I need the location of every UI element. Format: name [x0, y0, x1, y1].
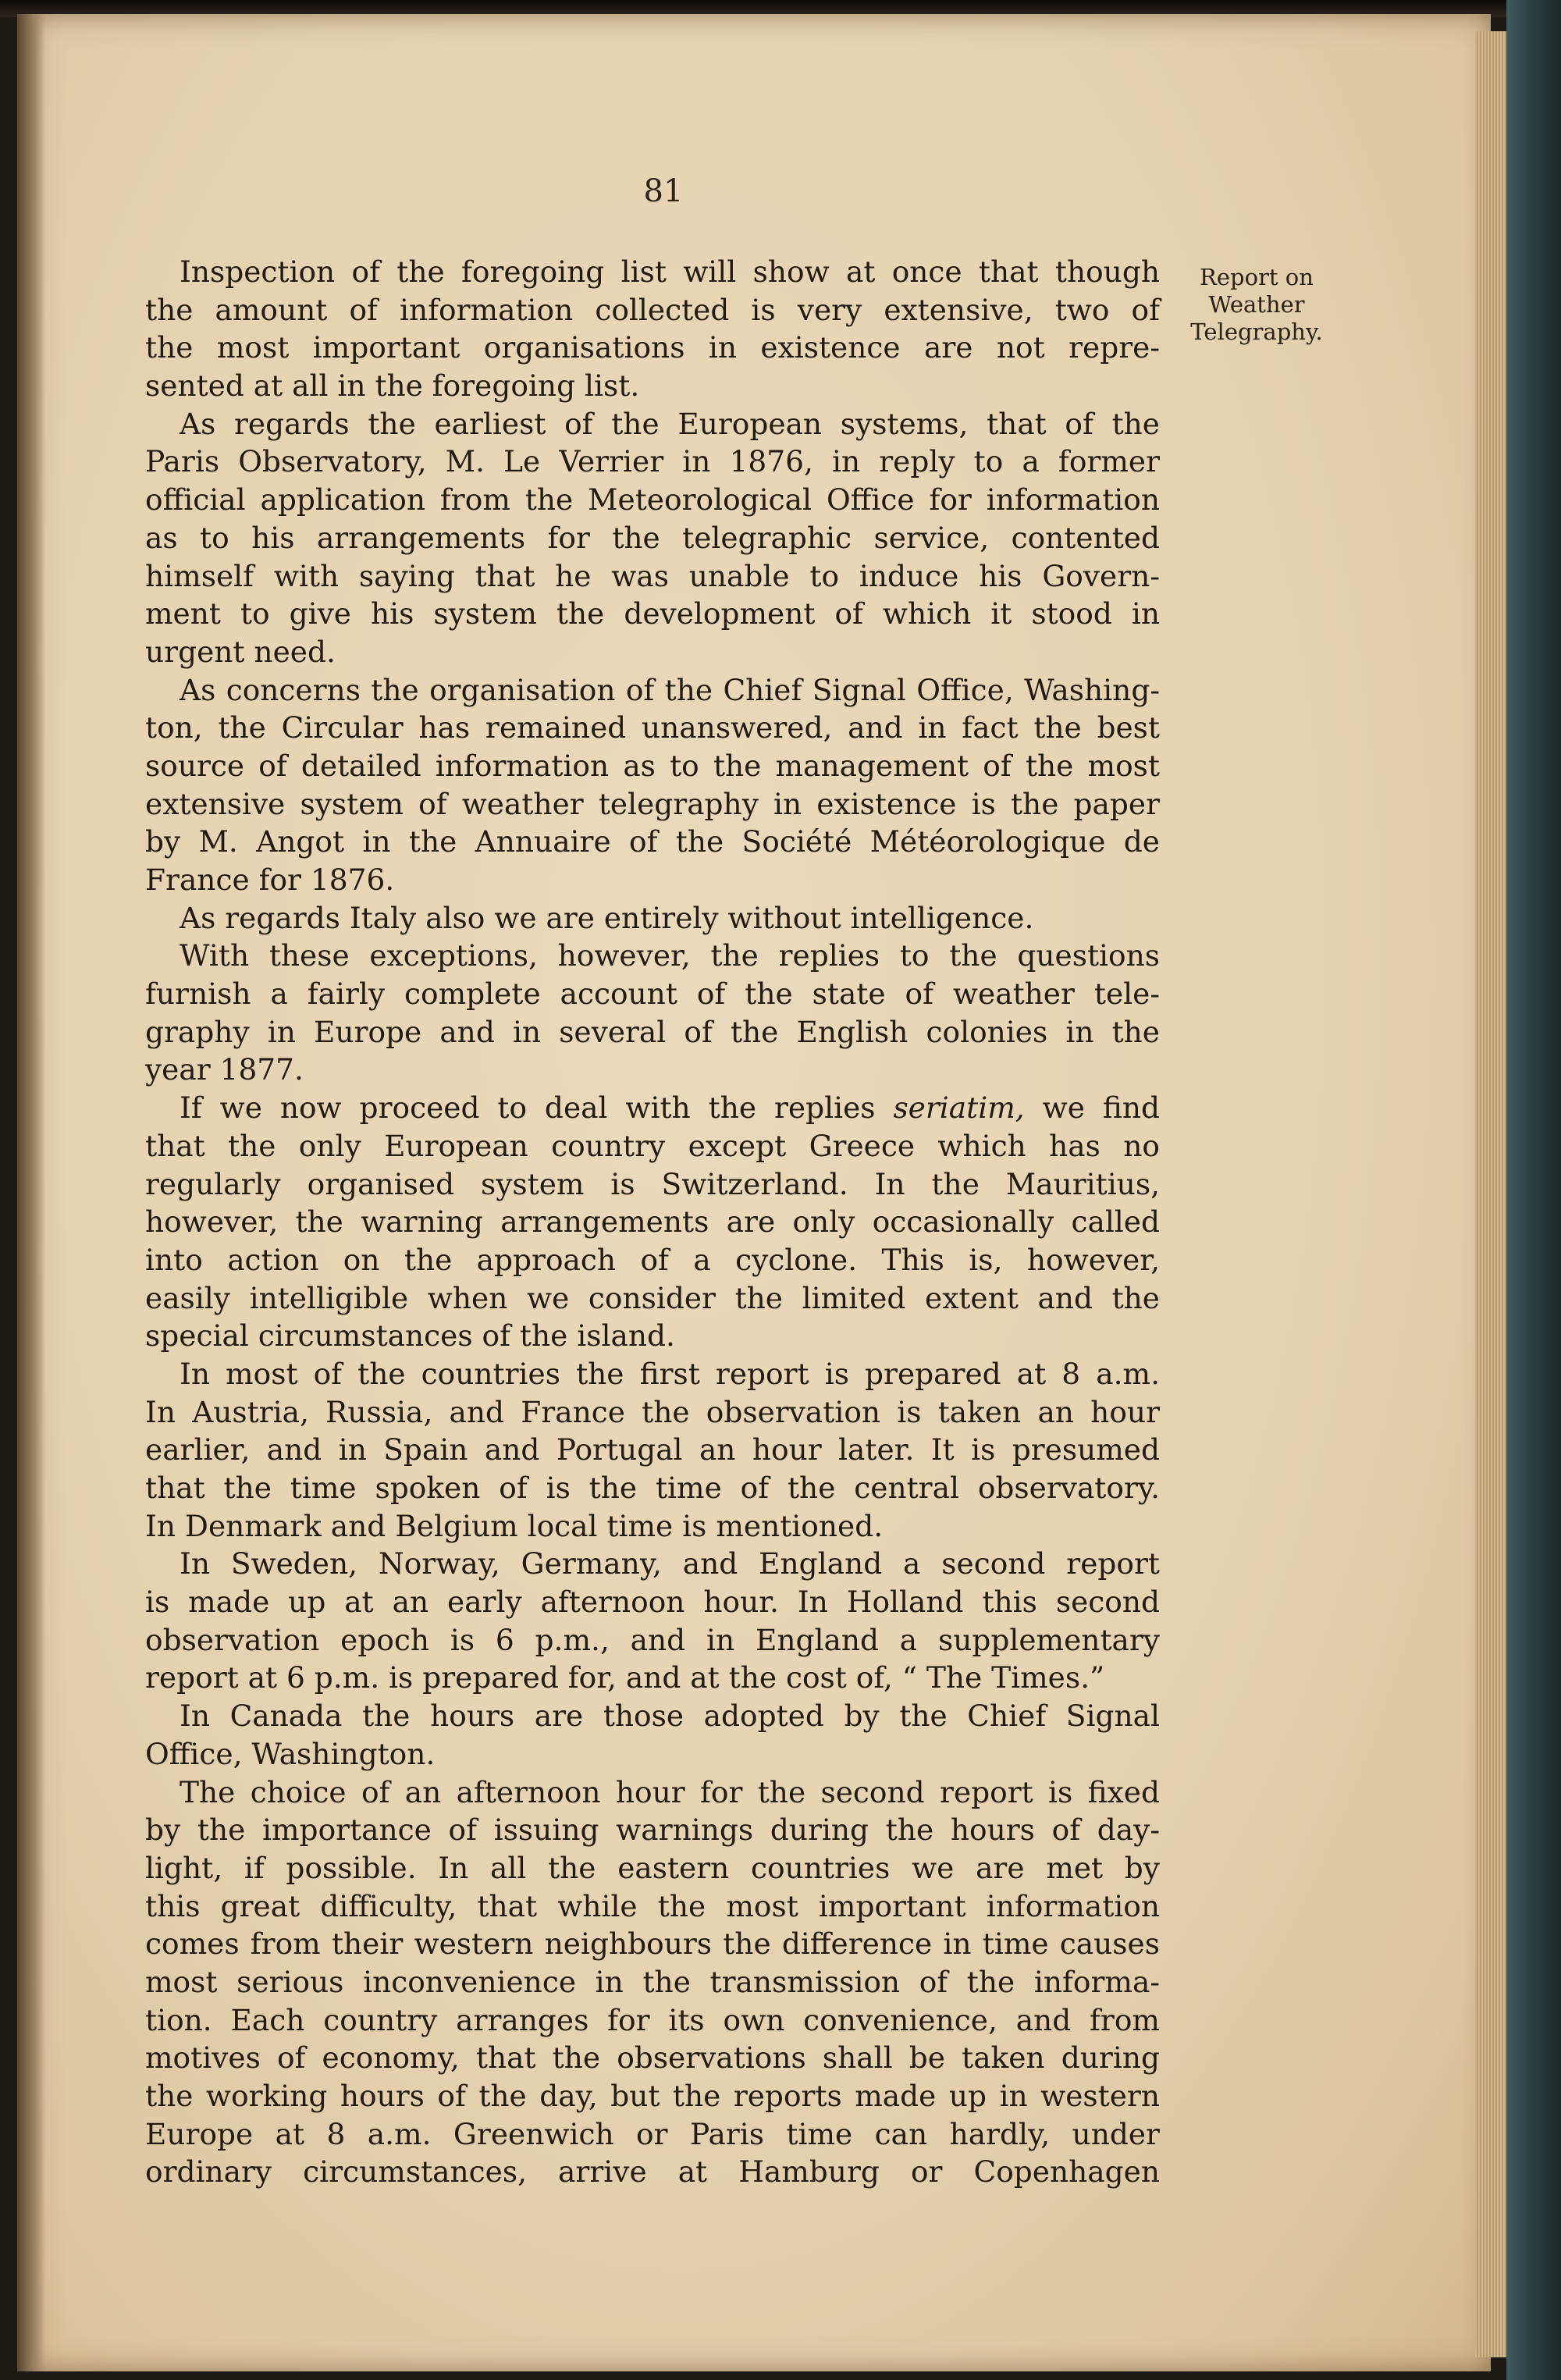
italic-word: seriatim, [893, 1090, 1025, 1126]
text-line: that the time spoken of is the time of the central observatory. [145, 1471, 1160, 1505]
text-line: as to his arrangements for the telegraphic service, contented [145, 520, 1160, 555]
text-line: that the only European country except Greece which has no [145, 1128, 1160, 1163]
text-line: With these exceptions, however, the replies to the questions [180, 938, 1160, 973]
paragraph [145, 899, 1160, 937]
text-line: ton, the Circular has remained unanswered, and in fact the best [145, 710, 1160, 745]
text-line: tion. Each country arranges for its own convenience, and from [145, 2002, 1160, 2037]
text-line: The choice of an afternoon hour for the second report is fixed [180, 1774, 1160, 1809]
text-line: In Sweden, Norway, Germany, and England a second report [180, 1546, 1160, 1581]
margin-note-line: Telegraphy. [1190, 318, 1323, 345]
paragraph [145, 1545, 1160, 1697]
paragraph [145, 671, 1160, 899]
text-line: easily intelligible when we consider the limited extent and the [145, 1280, 1160, 1315]
text-segment: we find [1042, 1090, 1161, 1126]
text-line: observation epoch is 6 p.m., and in England a supplementary [145, 1622, 1160, 1657]
text-line: the working hours of the day, but the reports made up in western [145, 2079, 1160, 2113]
text-line: himself with saying that he was unable to induce his Govern- [145, 558, 1160, 593]
text-line: year 1877. [145, 1052, 304, 1087]
text-line: As concerns the organisation of the Chief Signal Office, Washing- [180, 672, 1160, 707]
text-line: Office, Washington. [145, 1736, 436, 1771]
page-gutter [17, 14, 45, 2371]
margin-note [1179, 264, 1335, 346]
paragraph [145, 405, 1160, 671]
text-line: extensive system of weather telegraphy in existence is the paper [145, 786, 1160, 821]
paragraph [145, 1089, 1160, 1355]
text-line: earlier, and in Spain and Portugal an hour later. It is presumed [145, 1432, 1160, 1467]
text-line: In most of the countries the first report is prepared at 8 a.m. [180, 1356, 1160, 1391]
paragraph [145, 1355, 1160, 1545]
text-line: urgent need. [145, 634, 336, 669]
paragraph [145, 253, 1160, 405]
text-line: furnish a fairly complete account of the state of weather tele- [145, 977, 1160, 1012]
text-line: Inspection of the foregoing list will show at once that though [180, 254, 1160, 289]
text-line: however, the warning arrangements are only occasionally called [145, 1204, 1160, 1240]
paragraph [145, 937, 1160, 1089]
paragraph [145, 1773, 1160, 2192]
text-line: by the importance of issuing warnings during the hours of day- [145, 1813, 1160, 1848]
text-line: source of detailed information as to the management of the most [145, 748, 1160, 783]
text-line [145, 1089, 1160, 1127]
text-line: official application from the Meteorological Office for information [145, 482, 1160, 518]
text-line: comes from their western neighbours the difference in time causes [145, 1926, 1160, 1962]
text-line: In Canada the hours are those adopted by the Chief Signal [180, 1699, 1160, 1734]
text-line: this great difficulty, that while the most important information [145, 1888, 1160, 1923]
text-line: Paris Observatory, M. Le Verrier in 1876, in reply to a former [145, 444, 1160, 479]
page-edges [1475, 31, 1506, 2357]
text-line: the most important organisations in existence are not repre- [145, 330, 1160, 365]
text-segment: If we now proceed to deal with the replies [180, 1090, 876, 1126]
text-line: is made up at an early afternoon hour. In Holland this second [145, 1585, 1160, 1620]
text-line: motives of economy, that the observations shall be taken during [145, 2040, 1160, 2076]
text-line: the amount of information collected is very extensive, two of [145, 292, 1160, 327]
text-line: France for 1876. [145, 863, 395, 897]
page-number: 81 [643, 173, 684, 209]
text-line: In Austria, Russia, and France the observation is taken an hour [145, 1394, 1160, 1429]
text-line: most serious inconvenience in the transmission of the informa- [145, 1964, 1160, 1999]
text-line: ment to give his system the development of which it stood in [145, 596, 1160, 631]
text-line: In Denmark and Belgium local time is mentioned. [145, 1508, 884, 1543]
text-line: As regards the earliest of the European systems, that of the [180, 406, 1160, 441]
text-line: graphy in Europe and in several of the English colonies in the [145, 1014, 1160, 1049]
text-line: by M. Angot in the Annuaire of the Société Météorologique de [145, 824, 1160, 859]
text-line: report at 6 p.m. is prepared for, and at the cost of, “ The Times.” [145, 1660, 1105, 1695]
text-line: As regards Italy also we are entirely without intelligence. [180, 900, 1034, 935]
text-line: special circumstances of the island. [145, 1318, 675, 1354]
margin-note-line: Weather [1208, 291, 1305, 318]
book-cover-edge [1506, 0, 1561, 2380]
text-line: regularly organised system is Switzerland. In the Mauritius, [145, 1166, 1160, 1201]
text-line: Europe at 8 a.m. Greenwich or Paris time can hardly, under [145, 2116, 1160, 2151]
margin-note-line: Report on [1200, 264, 1314, 290]
text-line: light, if possible. In all the eastern countries we are met by [145, 1850, 1160, 1885]
body-text [145, 253, 1160, 2191]
text-line: sented at all in the foregoing list. [145, 368, 640, 404]
text-line: ordinary circumstances, arrive at Hamburg or Copenhagen [145, 2154, 1160, 2190]
text-line: into action on the approach of a cyclone. This is, however, [145, 1242, 1160, 1277]
paragraph [145, 1697, 1160, 1773]
